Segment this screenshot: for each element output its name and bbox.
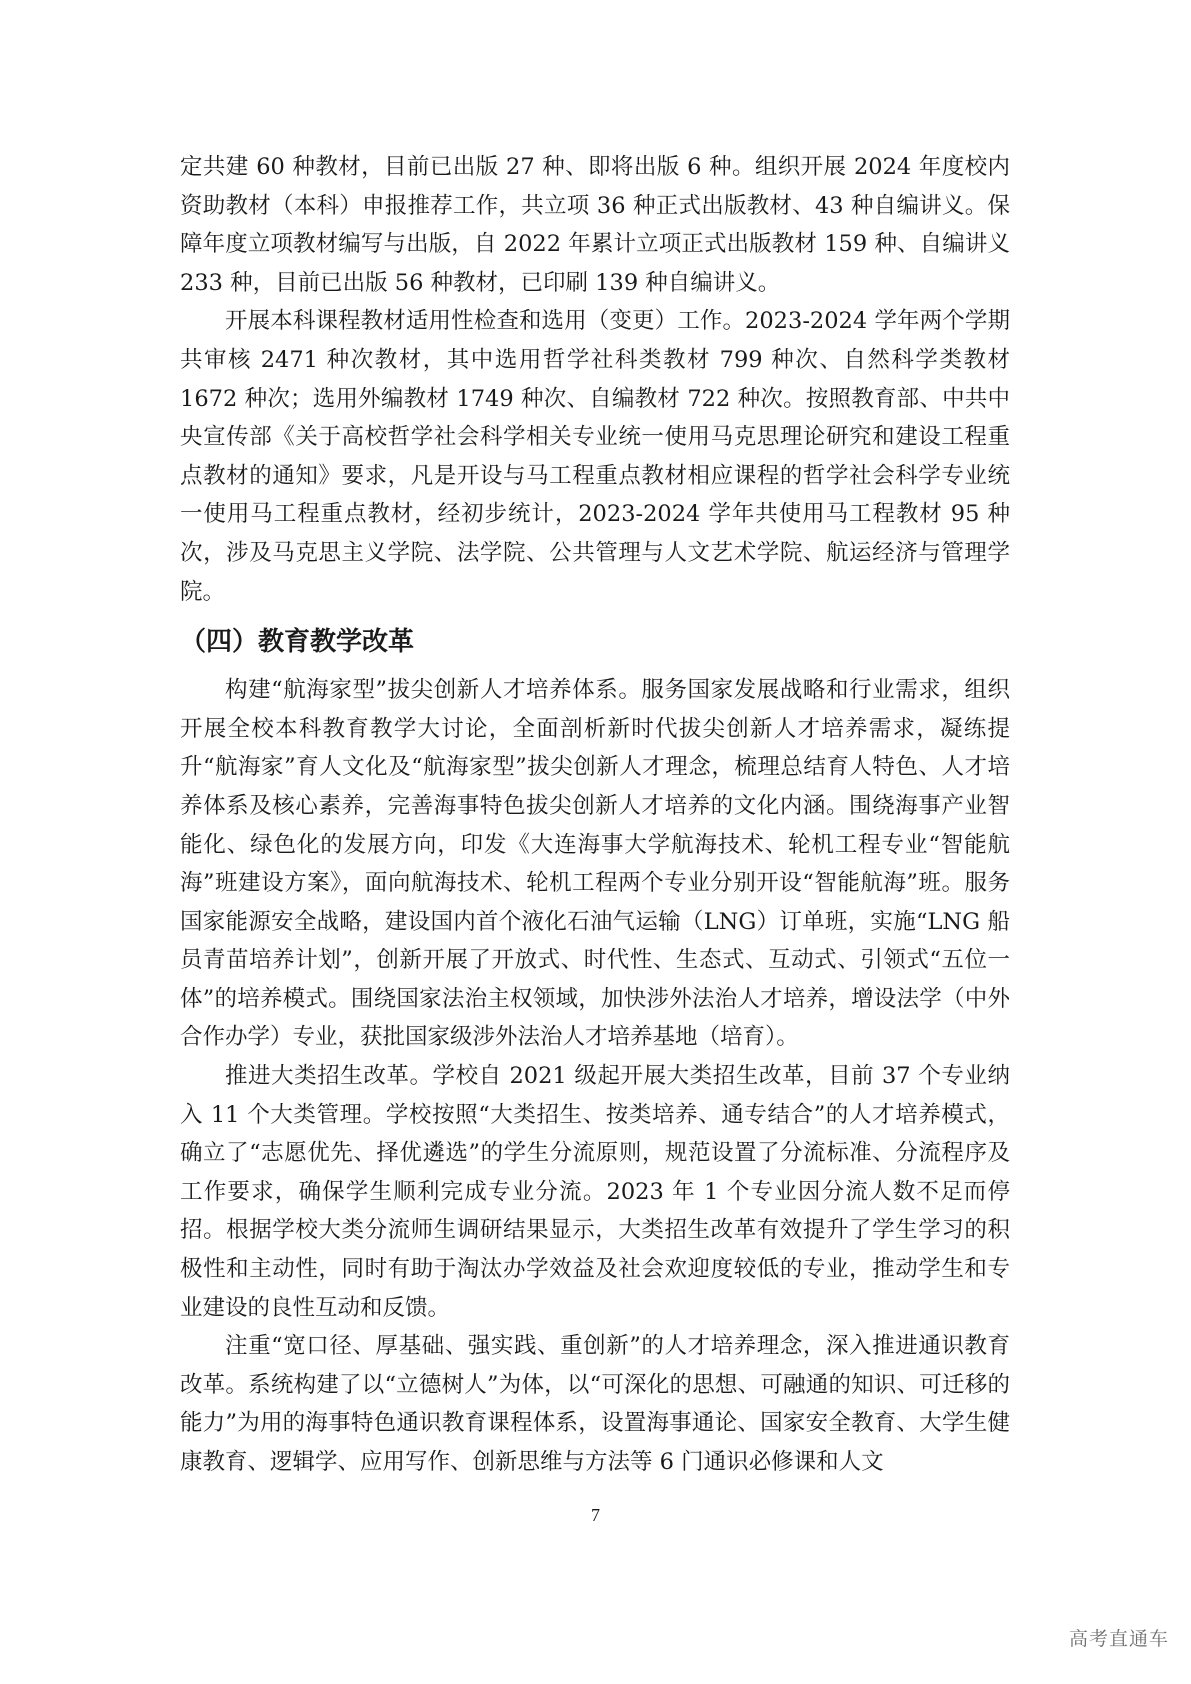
- paragraph-general-education: 注重“宽口径、厚基础、强实践、重创新”的人才培养理念，深入推进通识教育改革。系统构建了以“立德树人”为体，以“可深化的思想、可融通的知识、可迁移的能力”为用的海事特色通识教育课程体系，设置海事通论、国家安全教育、大学生健康教育、逻辑学、应用写作、创新思维与方法等 6 门通识必修课和人文: [180, 1333, 1010, 1475]
- paragraph-talent-system: 构建“航海家型”拔尖创新人才培养体系。服务国家发展战略和行业需求，组织开展全校本科教育教学大讨论，全面剖析新时代拔尖创新人才培养需求，凝练提升“航海家”育人文化及“航海家型”拔尖创新人才理念，梳理总结育人特色、人才培养体系及核心素养，完善海事特色拔尖创新人才培养的文化内涵。围绕海事产业智能化、绿色化的发展方向，印发《大连海事大学航海技术、轮机工程专业“智能航海”班建设方案》，面向航海技术、轮机工程两个专业分别开设“智能航海”班。服务国家能源安全战略，建设国内首个液化石油气运输（LNG）订单班，实施“LNG 船员青苗培养计划”，创新开展了开放式、时代性、生态式、互动式、引领式“五位一体”的培养模式。围绕国家法治主权领域，加快涉外法治人才培养，增设法学（中外合作办学）专业，获批国家级涉外法治人才培养基地（培育）。: [180, 677, 1010, 1051]
- page-content: [180, 148, 1010, 1482]
- section-heading: （四）教育教学改革: [180, 627, 415, 658]
- paragraph-textbook-review: 开展本科课程教材适用性检查和选用（变更）工作。2023-2024 学年两个学期共审核 2471 种次教材，其中选用哲学社科类教材 799 种次、自然科学类教材 1672 种次；选用外编教材 1749 种次、自编教材 722 种次。按照教育部、中共中央宣传部《关于高校哲学社会科学相关专业统一使用马克思理论研究和建设工程重点教材的通知》要求，凡是开设与马工程重点教材相应课程的哲学社会科学专业统一使用马工程重点教材，经初步统计，2023-2024 学年共使用马工程教材 95 种次，涉及马克思主义学院、法学院、公共管理与人文艺术学院、航运经济与管理学院。: [180, 308, 1010, 605]
- paragraph-enrollment-reform: 推进大类招生改革。学校自 2021 级起开展大类招生改革，目前 37 个专业纳入 11 个大类管理。学校按照“大类招生、按类培养、通专结合”的人才培养模式，确立了“志愿优先、择优遴选”的学生分流原则，规范设置了分流标准、分流程序及工作要求，确保学生顺利完成专业分流。2023 年 1 个专业因分流人数不足而停招。根据学校大类分流师生调研结果显示，大类招生改革有效提升了学生学习的积极性和主动性，同时有助于淘汰办学效益及社会欢迎度较低的专业，推动学生和专业建设的良性互动和反馈。: [180, 1063, 1010, 1321]
- paragraph-textbooks-continued: 定共建 60 种教材，目前已出版 27 种、即将出版 6 种。组织开展 2024 年度校内资助教材（本科）申报推荐工作，共立项 36 种正式出版教材、43 种自编讲义。保障年度立项教材编写与出版，自 2022 年累计立项正式出版教材 159 种、自编讲义 233 种，目前已出版 56 种教材，已印刷 139 种自编讲义。: [180, 154, 1010, 296]
- page-number: 7: [591, 1505, 600, 1525]
- watermark: 高考直通车: [1068, 1628, 1169, 1650]
